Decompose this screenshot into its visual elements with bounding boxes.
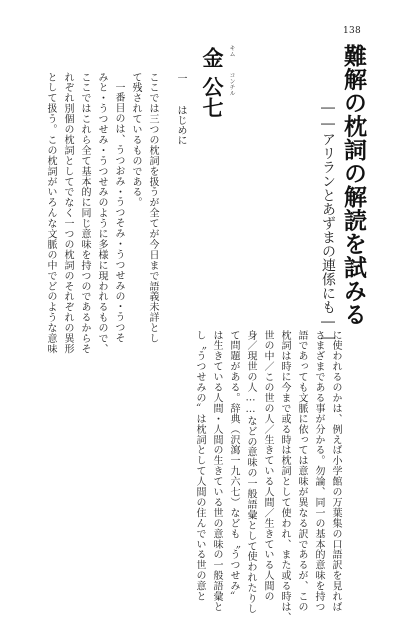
article-subtitle: ――アリランとあずまの連係にも――: [320, 100, 336, 346]
body-column: ここではこれら全て基本的に同じ意味を持つのであるからそ: [79, 72, 90, 355]
body-column: 世の中／この世の人／生きている人間／生きている人間の: [262, 330, 273, 602]
body-column: ここでは三つの枕詞を扱うが全てが今日まで語義未詳とし: [147, 72, 158, 344]
body-column: 枕詞は時に今まで或る時は枕詞として使われ、また或る時は、: [279, 330, 290, 623]
author-family-name: 金: [200, 47, 225, 68]
body-column: れぞれ別個の枕詞としてでなく一つの枕詞のそれぞれの異形: [62, 72, 73, 355]
body-column: は生きている人間・人間の生きている世の意味の一般語彙と: [211, 330, 222, 613]
body-column: 身／現世の人……などの意味の一般語彙として使われたりし: [245, 330, 256, 615]
body-column: として扱う。この枕詞がいろんな文脈の中でどのような意味: [45, 72, 56, 355]
author-name: [200, 47, 224, 118]
article-title: 難解の枕詞の解読を試みる: [340, 44, 367, 326]
section-title: はじめに: [175, 105, 186, 145]
body-column: 語であっても文脈に依っては意味が異なる訳であるが、この: [296, 330, 307, 613]
author-given-name: 公七: [200, 76, 225, 118]
section-number: 一: [175, 73, 186, 83]
author-ruby-family: キム: [228, 45, 235, 57]
body-column: に使われるのかは、例えば小学館の万葉集の口語訳を見れば: [330, 330, 341, 613]
body-column: し〝うつせみの〟は枕詞として人間の住んでいる世の意と: [194, 330, 205, 602]
page-number: 138: [343, 26, 362, 36]
body-column: 一番目のは、うつおみ・うつそみ・うつせみの・うつそ: [113, 82, 124, 344]
body-column: て問題がある。辞典（沢瀉一九六七）なども〝うつせみ〟: [228, 330, 239, 602]
body-column: さまざまである事が分かる。勿論、同一の基本的意味を持つ: [313, 330, 324, 613]
body-column: て残されているものである。: [130, 72, 141, 208]
author-ruby-given: コンチル: [228, 72, 235, 96]
body-column: みと・うつせみ・うつせみのように多様に現われるもので、: [96, 72, 107, 355]
